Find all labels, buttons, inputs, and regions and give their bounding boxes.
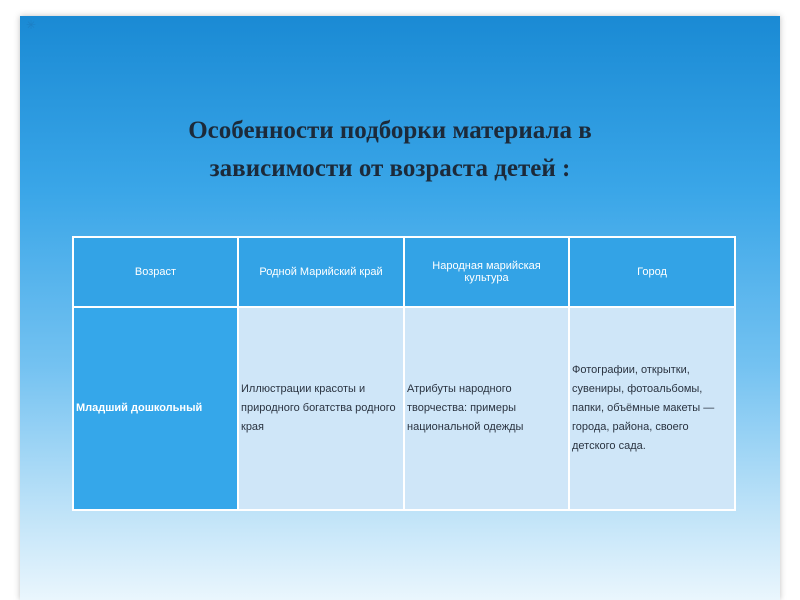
header-folk-culture: Народная марийская культура (404, 237, 569, 307)
slide-title-line-2: зависимости от возраста детей : (209, 155, 571, 182)
material-table (72, 236, 736, 511)
slide-title-line-1: Особенности подборки материала в (188, 117, 592, 144)
table-row (73, 307, 735, 510)
header-city: Город (569, 237, 735, 307)
star-icon: ✳ (26, 18, 37, 32)
slide-title (110, 112, 670, 188)
cell-age: Младший дошкольный (73, 307, 238, 510)
cell-city: Фотографии, открытки, сувениры, фотоальбомы, папки, объёмные макеты — города, района, своего детского сада. (569, 307, 735, 510)
header-native-land: Родной Марийский край (238, 237, 404, 307)
header-age: Возраст (73, 237, 238, 307)
cell-folk-culture: Атрибуты народного творчества: примеры национальной одежды (404, 307, 569, 510)
table-header-row (73, 237, 735, 307)
cell-native-land: Иллюстрации красоты и природного богатства родного края (238, 307, 404, 510)
